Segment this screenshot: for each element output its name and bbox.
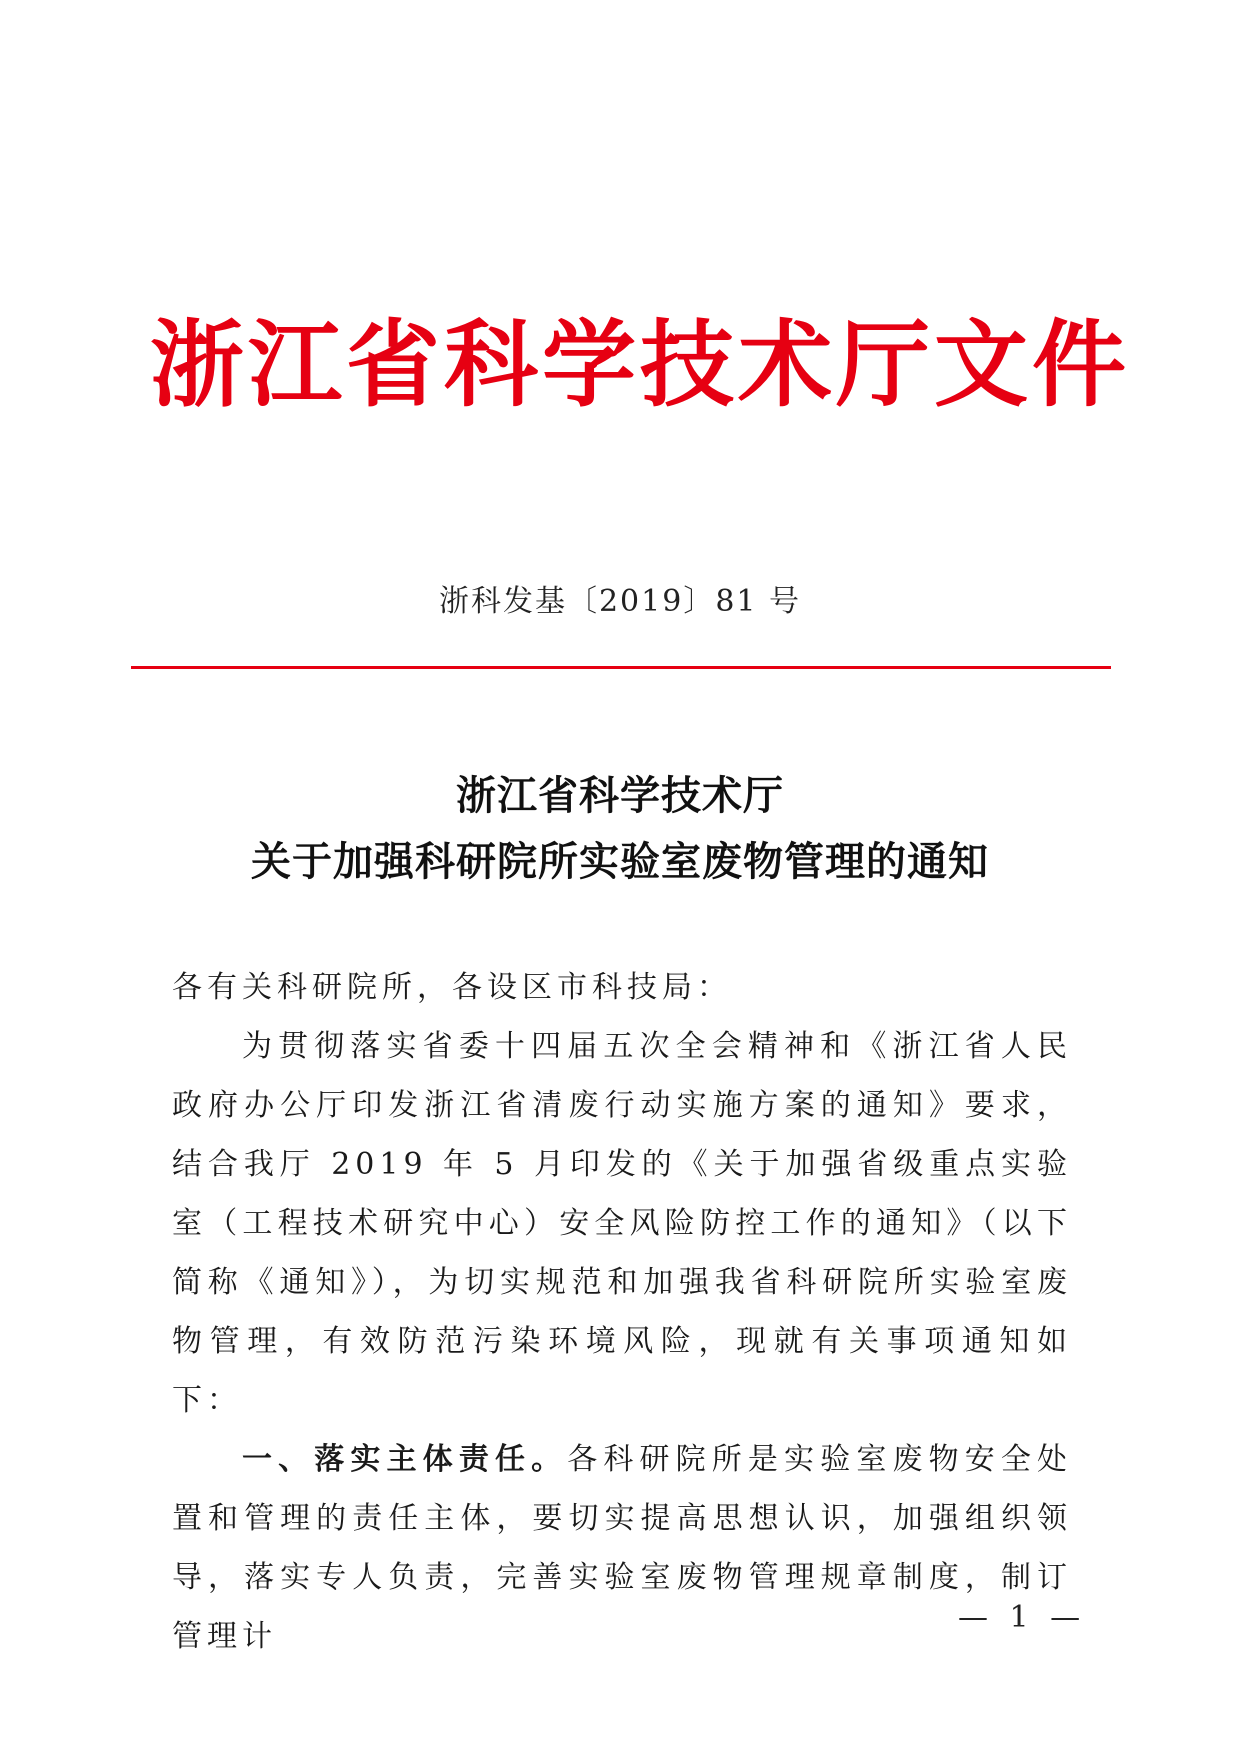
masthead-title: 浙江省科学技术厅文件 [150, 310, 1131, 420]
document-number: 浙科发基〔2019〕81 号 [438, 584, 802, 619]
paragraph-1: 为贯彻落实省委十四届五次全会精神和《浙江省人民政府办公厅印发浙江省清废行动实施方案的通知》要求，结合我厅 2019 年 5 月印发的《关于加强省级重点实验室（工程技术研究中心）安全风险防控工作的通知》（以下简称《通知》），为切实规范和加强我省科研院所实验室废物管理，有效防范污染环境风险，现就有关事项通知如下： [172, 1029, 1072, 1418]
section-1-paragraph [172, 1430, 1072, 1666]
document-title-line-1: 浙江省科学技术厅 [456, 772, 784, 819]
red-divider-line [131, 666, 1111, 669]
addressee-line: 各有关科研院所，各设区市科技局： [172, 970, 732, 1005]
document-title-line-2: 关于加强科研院所实验室废物管理的通知 [251, 838, 989, 885]
section-1-text: 各科研院所是实验室废物安全处置和管理的责任主体，要切实提高思想认识，加强组织领导，落实专人负责，完善实验室废物管理规章制度，制订管理计 [172, 1442, 1073, 1654]
document-body [172, 958, 1072, 1666]
section-1-heading: 一、落实主体责任。 [242, 1442, 568, 1477]
page-number: — 1 — [958, 1600, 1087, 1635]
